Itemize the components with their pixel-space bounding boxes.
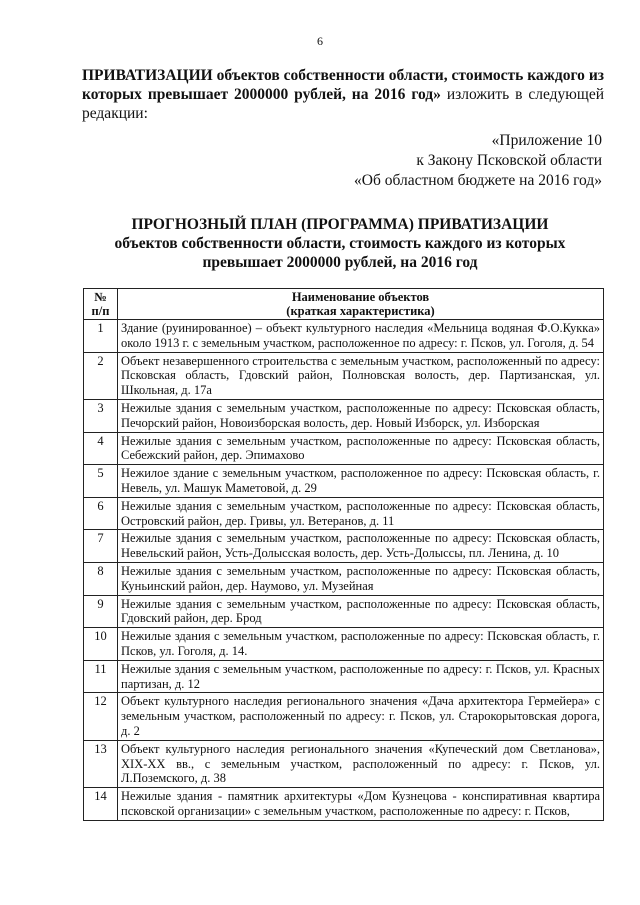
row-number: 10 xyxy=(84,628,118,661)
row-number: 14 xyxy=(84,788,118,821)
row-number: 2 xyxy=(84,352,118,399)
row-description: Нежилое здание с земельным участком, расположенное по адресу: Псковская область, г. Невель, ул. Машук Маметовой, д. 29 xyxy=(118,465,604,498)
row-number: 5 xyxy=(84,465,118,498)
header-name-line-2: (краткая характеристика) xyxy=(286,304,435,318)
row-description: Нежилые здания с земельным участком, расположенные по адресу: Псковская область, Островский район, дер. Гривы, ул. Ветеранов, д. 11 xyxy=(118,497,604,530)
table-row xyxy=(84,465,604,498)
row-description: Нежилые здания с земельным участком, расположенные по адресу: Псковская область, Себежский район, дер. Эпимахово xyxy=(118,432,604,465)
table-row xyxy=(84,693,604,740)
row-number: 7 xyxy=(84,530,118,563)
table-row xyxy=(84,562,604,595)
row-number: 4 xyxy=(84,432,118,465)
table-row xyxy=(84,740,604,787)
appendix-line-1: «Приложение 10 xyxy=(491,132,602,149)
row-description: Объект культурного наследия регионального значения «Купеческий дом Светланова», XIX-XX вв., с земельным участком, расположенный по адресу: г. Псков, ул. Л.Поземского, д. 38 xyxy=(118,740,604,787)
table-row xyxy=(84,628,604,661)
intro-rest-text: изложить в следующей редакции: xyxy=(82,86,604,122)
row-number: 13 xyxy=(84,740,118,787)
header-name-line-1: Наименование объектов xyxy=(291,290,430,304)
row-number: 9 xyxy=(84,595,118,628)
table-row xyxy=(84,788,604,821)
appendix-reference xyxy=(272,131,602,191)
row-number: 6 xyxy=(84,497,118,530)
header-name xyxy=(118,289,604,320)
table-row xyxy=(84,352,604,399)
table-row xyxy=(84,320,604,353)
table-header-row xyxy=(84,289,604,320)
intro-paragraph xyxy=(82,66,604,123)
row-description: Нежилые здания с земельным участком, расположенные по адресу: Псковская область, Гдовский район, дер. Брод xyxy=(118,595,604,628)
plan-title xyxy=(60,215,620,272)
table-row xyxy=(84,399,604,432)
row-description: Нежилые здания - памятник архитектуры «Дом Кузнецова - конспиративная квартира псковской организации» с земельным участком, расположенные по адресу: г. Псков, xyxy=(118,788,604,821)
table-row xyxy=(84,432,604,465)
row-description: Нежилые здания с земельным участком, расположенные по адресу: Псковская область, г. Псков, ул. Гоголя, д. 14. xyxy=(118,628,604,661)
objects-table xyxy=(83,288,604,821)
plan-title-line-2: объектов собственности области, стоимость каждого из которых xyxy=(114,235,566,252)
row-description: Нежилые здания с земельным участком, расположенные по адресу: Псковская область, Куньинский район, дер. Наумово, ул. Музейная xyxy=(118,562,604,595)
appendix-line-2: к Закону Псковской области xyxy=(416,152,602,169)
row-description: Объект культурного наследия регионального значения «Дача архитектора Гермейера» с земельным участком, расположенный по адресу: г. Псков, ул. Старокорытовская дорога, д. 2 xyxy=(118,693,604,740)
row-number: 12 xyxy=(84,693,118,740)
table-row xyxy=(84,660,604,693)
row-number: 8 xyxy=(84,562,118,595)
intro-bold-text: ПРИВАТИЗАЦИИ объектов собственности области, стоимость каждого из которых превышает 2000000 рублей, на 2016 год» xyxy=(82,67,604,103)
row-description: Здание (руинированное) – объект культурного наследия «Мельница водяная Ф.О.Кукка» около 1913 г. с земельным участком, расположенное по адресу: г. Псков, ул. Гоголя, д. 54 xyxy=(118,320,604,353)
row-number: 11 xyxy=(84,660,118,693)
table-row xyxy=(84,530,604,563)
appendix-line-3: «Об областном бюджете на 2016 год» xyxy=(354,172,602,189)
row-number: 3 xyxy=(84,399,118,432)
header-number-line-1: № xyxy=(94,290,107,304)
row-number: 1 xyxy=(84,320,118,353)
header-number-line-2: п/п xyxy=(91,304,110,318)
page-number: 6 xyxy=(317,34,323,48)
plan-title-line-3: превышает 2000000 рублей, на 2016 год xyxy=(202,254,478,271)
row-description: Нежилые здания с земельным участком, расположенные по адресу: Псковская область, Невельский район, Усть-Долысская волость, дер. Усть-Долыссы, пл. Ленина, д. 10 xyxy=(118,530,604,563)
row-description: Объект незавершенного строительства с земельным участком, расположенный по адресу: Псковская область, Гдовский район, Полновская волость, дер. Партизанская, ул. Школьная, д. 17а xyxy=(118,352,604,399)
header-number xyxy=(84,289,118,320)
plan-title-line-1: ПРОГНОЗНЫЙ ПЛАН (ПРОГРАММА) ПРИВАТИЗАЦИИ xyxy=(131,216,549,233)
table-row xyxy=(84,595,604,628)
row-description: Нежилые здания с земельным участком, расположенные по адресу: Псковская область, Печорский район, Новоизборская волость, дер. Новый Изборск, ул. Изборская xyxy=(118,399,604,432)
table-row xyxy=(84,497,604,530)
row-description: Нежилые здания с земельным участком, расположенные по адресу: г. Псков, ул. Красных партизан, д. 12 xyxy=(118,660,604,693)
